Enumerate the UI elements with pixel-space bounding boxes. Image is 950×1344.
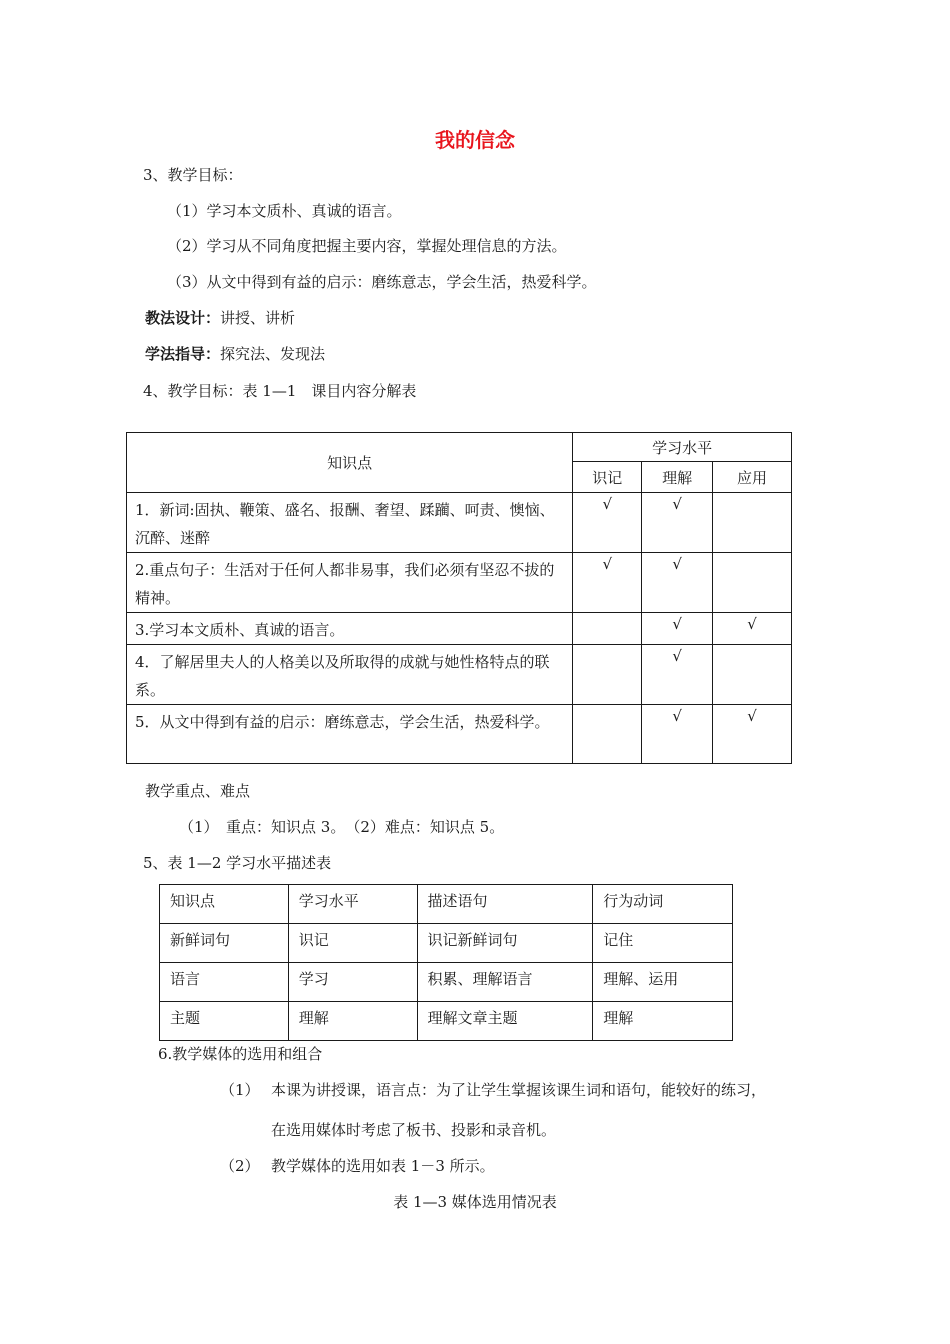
objective-item-3: （3）从文中得到有益的启示：磨练意志，学会生活，热爱科学。 bbox=[167, 273, 597, 291]
learning-method bbox=[145, 343, 325, 364]
table-row bbox=[160, 885, 733, 924]
objective-item-2: （2）学习从不同角度把握主要内容，掌握处理信息的方法。 bbox=[167, 237, 567, 255]
teaching-method-label: 教法设计： bbox=[145, 309, 221, 327]
table-cell: 记住 bbox=[593, 924, 733, 963]
check-apply bbox=[713, 493, 792, 553]
table-cell: 识记新鲜词句 bbox=[417, 924, 593, 963]
check-understand: √ bbox=[642, 493, 713, 553]
table-cell: 新鲜词句 bbox=[160, 924, 289, 963]
check-apply bbox=[713, 553, 792, 613]
media-item-1-number: （1） bbox=[220, 1081, 260, 1099]
check-apply: √ bbox=[713, 705, 792, 764]
table-cell: 描述语句 bbox=[417, 885, 593, 924]
row-text: 2.重点句子：生活对于任何人都非易事，我们必须有坚忍不拔的精神。 bbox=[127, 553, 573, 613]
section6-heading: 6.教学媒体的选用和组合 bbox=[158, 1045, 323, 1063]
header-understand: 理解 bbox=[642, 462, 713, 493]
table-cell: 知识点 bbox=[160, 885, 289, 924]
table-row bbox=[160, 924, 733, 963]
table-cell: 识记 bbox=[288, 924, 417, 963]
media-item-2-text: 教学媒体的选用如表 1－3 所示。 bbox=[271, 1157, 495, 1175]
table-cell: 学习 bbox=[288, 963, 417, 1002]
table-cell: 理解文章主题 bbox=[417, 1002, 593, 1041]
header-knowledge: 知识点 bbox=[127, 433, 573, 493]
table-row bbox=[127, 553, 792, 613]
check-memorize: √ bbox=[573, 553, 642, 613]
table-cell: 理解、运用 bbox=[593, 963, 733, 1002]
table-row bbox=[127, 493, 792, 553]
check-apply: √ bbox=[713, 613, 792, 645]
row-text: 3.学习本文质朴、真诚的语言。 bbox=[127, 613, 573, 645]
row-text: 4．了解居里夫人的人格美以及所取得的成就与她性格特点的联系。 bbox=[127, 645, 573, 705]
objective-item-1: （1）学习本文质朴、真诚的语言。 bbox=[167, 202, 402, 220]
check-memorize bbox=[573, 645, 642, 705]
content-breakdown-table bbox=[126, 432, 792, 764]
learning-method-label: 学法指导： bbox=[145, 345, 221, 363]
teaching-method bbox=[145, 307, 295, 328]
table-cell: 理解 bbox=[593, 1002, 733, 1041]
table-row bbox=[127, 613, 792, 645]
learning-method-value: 探究法、发现法 bbox=[220, 345, 326, 363]
media-item-1-continuation: 在选用媒体时考虑了板书、投影和录音机。 bbox=[271, 1121, 557, 1139]
check-apply bbox=[713, 645, 792, 705]
table-cell: 理解 bbox=[288, 1002, 417, 1041]
header-memorize: 识记 bbox=[573, 462, 642, 493]
table-cell: 行为动词 bbox=[593, 885, 733, 924]
table-cell: 主题 bbox=[160, 1002, 289, 1041]
table-row bbox=[160, 1002, 733, 1041]
section5-heading: 5、表 1—2 学习水平描述表 bbox=[143, 854, 332, 872]
row-text: 1．新词:固执、鞭策、盛名、报酬、奢望、蹂躏、呵责、懊恼、沉醉、迷醉 bbox=[127, 493, 573, 553]
section3-heading: 3、教学目标： bbox=[143, 166, 243, 184]
header-level: 学习水平 bbox=[573, 433, 792, 462]
table-caption: 表 1—3 媒体选用情况表 bbox=[393, 1193, 557, 1211]
check-understand: √ bbox=[642, 705, 713, 764]
media-item-2-number: （2） bbox=[220, 1157, 260, 1175]
check-understand: √ bbox=[642, 645, 713, 705]
media-item-1-text: 本课为讲授课，语言点：为了让学生掌握该课生词和语句，能较好的练习， bbox=[271, 1081, 767, 1099]
level-description-table bbox=[159, 884, 733, 1041]
check-understand: √ bbox=[642, 553, 713, 613]
table-row bbox=[127, 645, 792, 705]
table-row bbox=[160, 963, 733, 1002]
focus-line: （1） 重点：知识点 3。 （2）难点：知识点 5。 bbox=[179, 818, 505, 836]
section4-heading: 4、教学目标：表 1—1 课目内容分解表 bbox=[143, 382, 417, 400]
table-cell: 语言 bbox=[160, 963, 289, 1002]
check-memorize bbox=[573, 613, 642, 645]
check-understand: √ bbox=[642, 613, 713, 645]
row-text: 5．从文中得到有益的启示：磨练意志，学会生活，热爱科学。 bbox=[127, 705, 573, 764]
check-memorize bbox=[573, 705, 642, 764]
table-cell: 积累、理解语言 bbox=[417, 963, 593, 1002]
teaching-method-value: 讲授、讲析 bbox=[220, 309, 296, 327]
focus-heading: 教学重点、难点 bbox=[145, 782, 251, 800]
header-apply: 应用 bbox=[713, 462, 792, 493]
table-cell: 学习水平 bbox=[288, 885, 417, 924]
page-title: 我的信念 bbox=[435, 128, 515, 152]
check-memorize: √ bbox=[573, 493, 642, 553]
table-row bbox=[127, 705, 792, 764]
